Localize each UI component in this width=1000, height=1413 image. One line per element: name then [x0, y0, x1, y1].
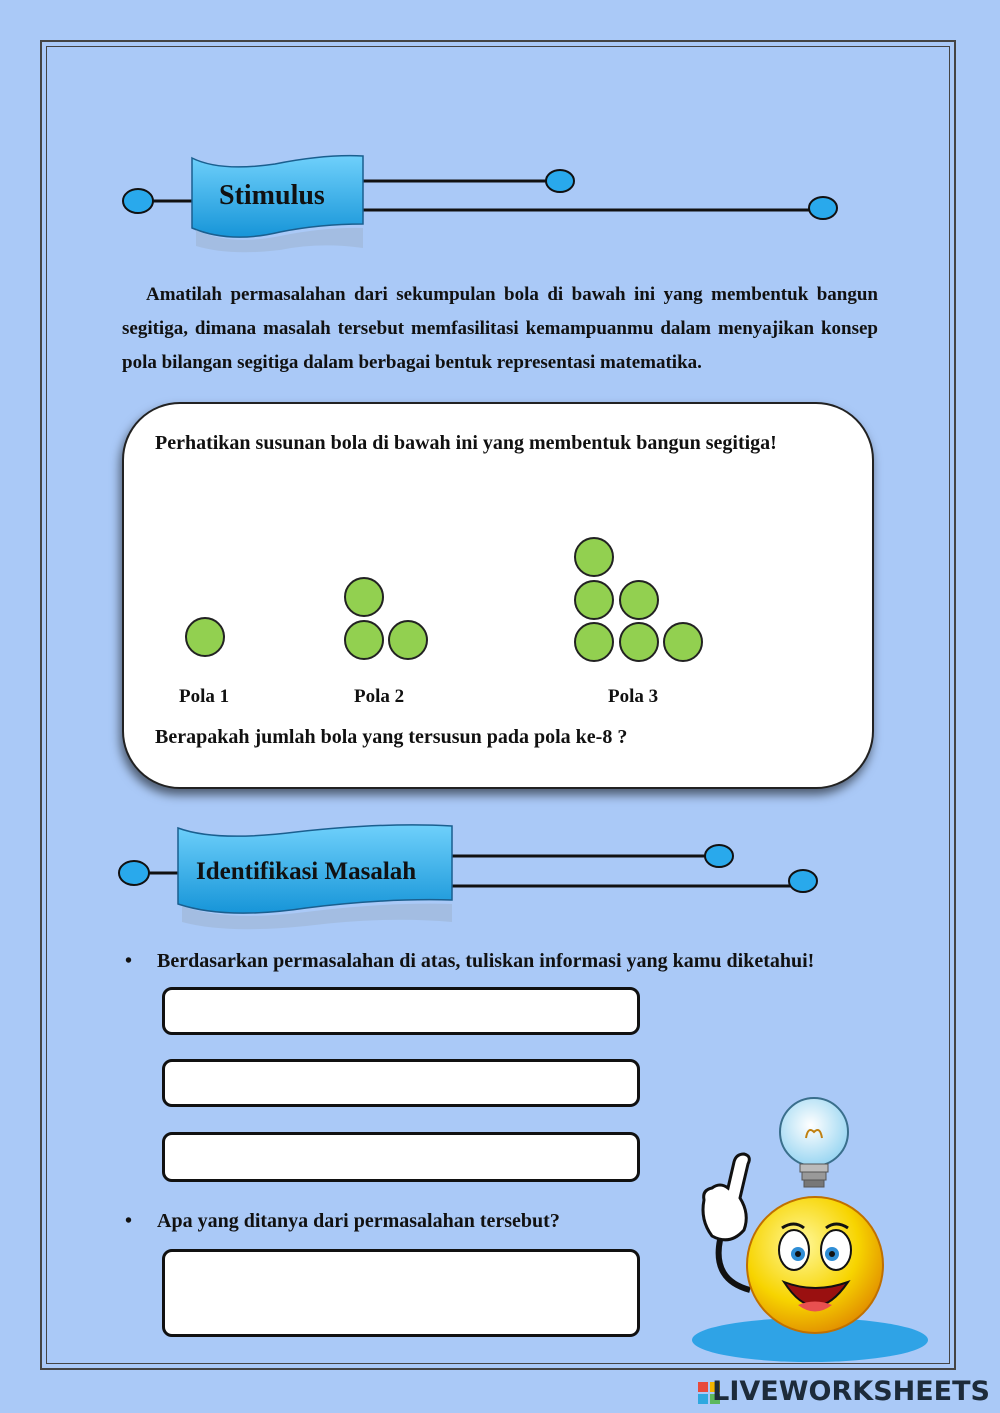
- question-1-text: Berdasarkan permasalahan di atas, tuliskan informasi yang kamu diketahui!: [157, 950, 815, 972]
- ball: [574, 580, 614, 620]
- stimulus-title: Stimulus: [219, 180, 325, 211]
- question-2-text: Apa yang ditanya dari permasalahan tersebut?: [157, 1210, 560, 1232]
- ball: [344, 620, 384, 660]
- smiley-idea-icon: [690, 1090, 940, 1370]
- pattern-label-3: Pola 3: [608, 686, 659, 707]
- ball: [344, 577, 384, 617]
- answer-input-4[interactable]: [162, 1249, 640, 1337]
- ball: [619, 580, 659, 620]
- brand-watermark: LIVEWORKSHEETS: [712, 1376, 990, 1407]
- ball: [388, 620, 428, 660]
- answer-input-1[interactable]: [162, 987, 640, 1035]
- ball: [574, 622, 614, 662]
- ball: [619, 622, 659, 662]
- identifikasi-title: Identifikasi Masalah: [196, 858, 417, 885]
- pattern-label-1: Pola 1: [179, 686, 230, 707]
- stimulus-intro: Amatilah permasalahan dari sekumpulan bola di bawah ini yang membentuk bangun segitiga, dimana masalah tersebut memfasilitasi kemampuanmu dalam menyajikan konsep pola bilangan segitiga dalam berbagai bentuk representasi matematika.: [122, 284, 878, 373]
- card-question: Berapakah jumlah bola yang tersusun pada pola ke-8 ?: [155, 726, 628, 748]
- answer-input-2[interactable]: [162, 1059, 640, 1107]
- ball: [185, 617, 225, 657]
- question-2: • Apa yang ditanya dari permasalahan tersebut?: [125, 1210, 560, 1232]
- ball: [574, 537, 614, 577]
- question-1: • Berdasarkan permasalahan di atas, tuliskan informasi yang kamu diketahui!: [125, 950, 815, 972]
- answer-input-3[interactable]: [162, 1132, 640, 1182]
- card-instruction: Perhatikan susunan bola di bawah ini yang membentuk bangun segitiga!: [155, 432, 777, 454]
- ball: [663, 622, 703, 662]
- pattern-label-2: Pola 2: [354, 686, 405, 707]
